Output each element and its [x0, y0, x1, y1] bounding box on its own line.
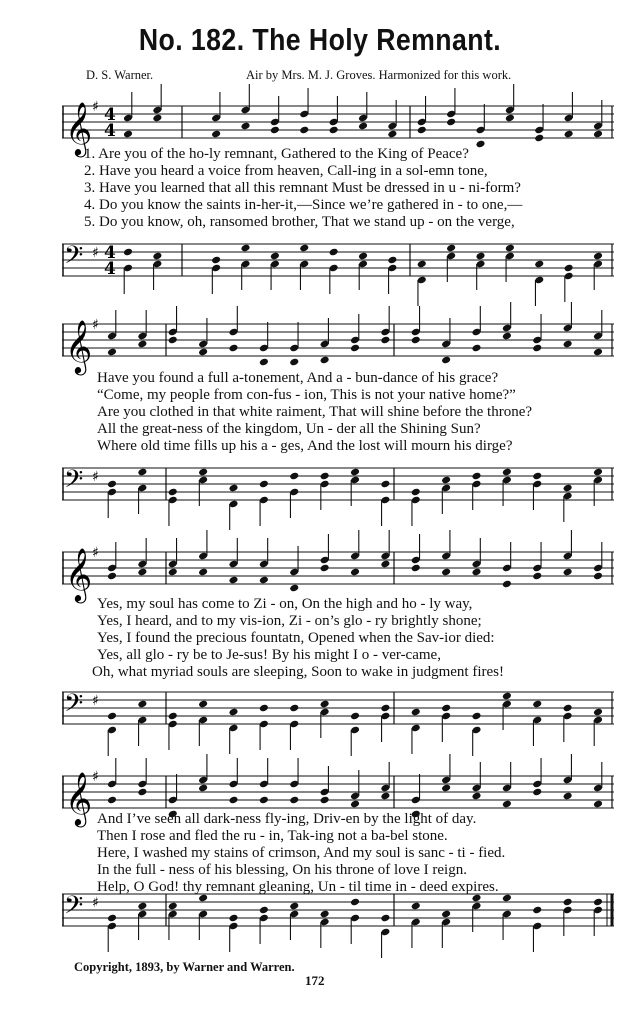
note-head: [502, 894, 512, 903]
page-number: 172: [305, 973, 325, 988]
note-head: [259, 704, 269, 713]
sharp-icon: ♯: [92, 317, 99, 333]
note-head: [123, 130, 133, 139]
note-head: [532, 472, 542, 481]
note-head: [441, 910, 451, 919]
note-head: [350, 898, 360, 907]
verse-line: 3. Have you learned that all this remnant Must be dressed in u - ni-form?: [84, 180, 521, 196]
note-head: [505, 114, 515, 123]
note-head: [532, 344, 542, 353]
note-head: [123, 248, 133, 257]
note-head: [380, 704, 390, 713]
note-head: [137, 788, 147, 797]
note-head: [564, 264, 574, 273]
bass-staff: [62, 446, 614, 536]
note-head: [411, 336, 421, 345]
treble-clef-icon: 𝄞: [65, 547, 93, 601]
note-head: [564, 130, 574, 139]
note-head: [563, 340, 573, 349]
note-head: [259, 358, 269, 367]
note-head: [320, 910, 330, 919]
note-head: [502, 468, 512, 477]
sharp-icon: ♯: [92, 769, 99, 785]
note-head: [107, 914, 117, 923]
note-head: [137, 340, 147, 349]
verse-line: Help, O God! thy remnant gleaning, Un - til time in - deed expires.: [97, 879, 499, 895]
copyright-notice: Copyright, 1893, by Warner and Warren.: [74, 960, 295, 974]
treble-clef-icon: 𝄞: [65, 101, 93, 155]
note-head: [320, 356, 330, 365]
note-head: [228, 484, 238, 493]
verse-line: Yes, I found the precious fountatn, Opened when the Sav-ior died:: [97, 630, 495, 646]
note-head: [563, 898, 573, 907]
time-signature: 4: [104, 121, 116, 141]
note-head: [475, 252, 485, 261]
note-head: [259, 796, 269, 805]
note-head: [152, 114, 162, 123]
verse-line: In the full - ness of his blessing, On his throne of love I reign.: [97, 862, 467, 878]
note-head: [168, 568, 178, 577]
verse-line: Here, I washed my stains of crimson, And my soul is sanc - ti - fied.: [97, 845, 506, 861]
note-head: [441, 784, 451, 793]
time-signature: 4: [104, 105, 116, 125]
note-head: [441, 476, 451, 485]
note-head: [137, 902, 147, 911]
note-head: [593, 348, 603, 357]
sharp-icon: ♯: [92, 469, 99, 485]
bass-clef-icon: 𝄢: [64, 465, 84, 500]
time-signature: 4: [104, 259, 116, 279]
note-head: [446, 244, 456, 253]
note-head: [471, 472, 481, 481]
verse-line: Have you found a full a-tonement, And a - bun-dance of his grace?: [97, 370, 499, 386]
note-head: [505, 244, 515, 253]
note-head: [152, 252, 162, 261]
note-head: [168, 336, 178, 345]
bass-clef-icon: 𝄢: [64, 891, 84, 926]
note-head: [387, 130, 397, 139]
note-head: [107, 572, 117, 581]
note-head: [502, 332, 512, 341]
note-head: [534, 134, 544, 143]
note-head: [502, 580, 512, 589]
note-head: [299, 244, 309, 253]
note-head: [417, 260, 427, 269]
note-head: [289, 796, 299, 805]
note-head: [411, 902, 421, 911]
note-head: [441, 704, 451, 713]
bass-staff: [62, 222, 614, 312]
note-head: [198, 468, 208, 477]
note-head: [387, 256, 397, 265]
note-head: [259, 576, 269, 585]
note-head: [228, 708, 238, 717]
bass-clef-icon: 𝄢: [64, 689, 84, 724]
note-head: [240, 244, 250, 253]
note-head: [471, 712, 481, 721]
note-head: [502, 800, 512, 809]
sharp-icon: ♯: [92, 895, 99, 911]
note-head: [228, 796, 238, 805]
verse-line: 2. Have you heard a voice from heaven, Call-ing in a sol-emn tone,: [84, 163, 488, 179]
note-head: [563, 792, 573, 801]
note-head: [350, 344, 360, 353]
note-head: [563, 704, 573, 713]
verse-line: Yes, I heard, and to my vis-ion, Zi - on’s glo - ry brightly shone;: [97, 613, 482, 629]
note-head: [168, 488, 178, 497]
note-head: [259, 906, 269, 915]
time-signature: 4: [104, 243, 116, 263]
note-head: [168, 902, 178, 911]
note-head: [289, 902, 299, 911]
note-head: [350, 712, 360, 721]
note-head: [240, 122, 250, 131]
note-head: [532, 906, 542, 915]
note-head: [593, 898, 603, 907]
note-head: [471, 894, 481, 903]
sharp-icon: ♯: [92, 545, 99, 561]
note-head: [329, 248, 339, 257]
note-head: [563, 484, 573, 493]
note-head: [563, 568, 573, 577]
verse-line: Then I rose and fled the ru - in, Tak-ing not a ba-bel stone.: [97, 828, 448, 844]
note-head: [532, 700, 542, 709]
note-head: [534, 260, 544, 269]
note-head: [289, 472, 299, 481]
verse-line: Are you clothed in that white raiment, That will shine before the throne?: [97, 404, 533, 420]
note-head: [380, 914, 390, 923]
note-head: [380, 336, 390, 345]
verse-line: All the great-ness of the kingdom, Un - der all the Shining Sun?: [97, 421, 481, 437]
note-head: [532, 572, 542, 581]
note-head: [320, 472, 330, 481]
note-head: [593, 572, 603, 581]
note-head: [358, 122, 368, 131]
note-head: [107, 348, 117, 357]
verse-line: And I’ve seen all dark-ness fly-ing, Driv-en by the light of day.: [97, 811, 477, 827]
note-head: [107, 480, 117, 489]
note-head: [471, 568, 481, 577]
note-head: [198, 348, 208, 357]
treble-clef-icon: 𝄞: [65, 771, 93, 825]
note-head: [350, 568, 360, 577]
note-head: [411, 488, 421, 497]
bass-staff: [62, 670, 614, 760]
verse-line: 4. Do you know the saints in-her-it,—Since we’re gathered in - to one,—: [84, 197, 523, 213]
note-head: [532, 788, 542, 797]
note-head: [211, 256, 221, 265]
note-head: [441, 356, 451, 365]
note-head: [137, 468, 147, 477]
note-head: [107, 712, 117, 721]
verse-line: 5. Do you know, oh, ransomed brother, That we stand up - on the verge,: [84, 214, 515, 230]
note-head: [289, 358, 299, 367]
note-head: [270, 252, 280, 261]
note-head: [471, 344, 481, 353]
note-head: [211, 130, 221, 139]
verse-line: “Come, my people from con-fus - ion, This is not your native home?”: [97, 387, 516, 403]
hymn-title: No. 182. The Holy Remnant.: [138, 22, 502, 57]
bass-staff: [62, 872, 614, 962]
note-head: [137, 700, 147, 709]
treble-clef-icon: 𝄞: [65, 319, 93, 373]
note-head: [289, 584, 299, 593]
note-head: [380, 480, 390, 489]
note-head: [593, 468, 603, 477]
note-head: [320, 564, 330, 573]
sharp-icon: ♯: [92, 99, 99, 115]
note-head: [137, 568, 147, 577]
note-head: [350, 468, 360, 477]
verse-line: Yes, my soul has come to Zi - on, On the high and ho - ly way,: [97, 596, 473, 612]
note-head: [320, 700, 330, 709]
note-head: [358, 252, 368, 261]
note-head: [593, 708, 603, 717]
note-head: [502, 692, 512, 701]
note-head: [320, 796, 330, 805]
note-head: [289, 704, 299, 713]
note-head: [198, 894, 208, 903]
note-head: [593, 252, 603, 261]
note-head: [417, 126, 427, 135]
note-head: [380, 560, 390, 569]
note-head: [329, 126, 339, 135]
verse-line: Where old time fills up his a - ges, And the lost will mourn his dirge?: [97, 438, 513, 454]
music-credit: Air by Mrs. M. J. Groves. Harmonized for this work.: [246, 68, 512, 82]
bass-clef-icon: 𝄢: [64, 241, 84, 276]
note-head: [593, 800, 603, 809]
note-head: [411, 564, 421, 573]
sharp-icon: ♯: [92, 693, 99, 709]
note-head: [299, 126, 309, 135]
note-head: [270, 126, 280, 135]
note-head: [228, 344, 238, 353]
note-head: [475, 140, 485, 149]
note-head: [198, 784, 208, 793]
note-head: [198, 568, 208, 577]
note-head: [446, 118, 456, 127]
note-head: [168, 712, 178, 721]
verse-line: Yes, all glo - ry be to Je-sus! By his might I o - ver-came,: [97, 647, 441, 663]
note-head: [259, 480, 269, 489]
note-head: [198, 700, 208, 709]
note-head: [228, 914, 238, 923]
note-head: [107, 796, 117, 805]
note-head: [380, 792, 390, 801]
sharp-icon: ♯: [92, 245, 99, 261]
note-head: [411, 708, 421, 717]
verse-line: 1. Are you of the ho-ly remnant, Gathered to the King of Peace?: [84, 146, 469, 162]
verse-line: Oh, what myriad souls are sleeping, Soon to wake in judgment fires!: [92, 664, 505, 680]
note-head: [228, 576, 238, 585]
author-credit: D. S. Warner.: [86, 68, 154, 82]
note-head: [350, 800, 360, 809]
note-head: [441, 568, 451, 577]
note-head: [471, 792, 481, 801]
note-head: [593, 130, 603, 139]
